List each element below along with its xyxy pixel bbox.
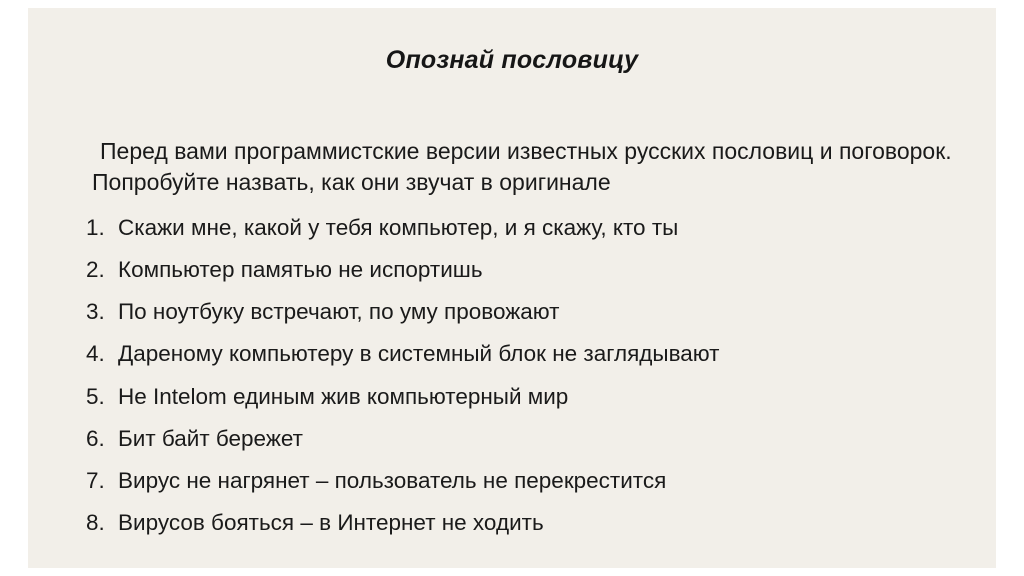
list-item-text: Компьютер памятью не испортишь: [118, 256, 483, 282]
list-item-text: По ноутбуку встречают, по уму провожают: [118, 299, 560, 325]
list-item-number: 6.: [86, 425, 105, 451]
list-item: [58, 255, 958, 284]
list-item: [58, 466, 958, 495]
intro-paragraph: Перед вами программистские версии известных русских пословиц и поговорок. Попробуйте назвать, как они звучат в оригинале: [92, 138, 952, 196]
list-item: [58, 339, 958, 368]
list-item: [58, 508, 958, 537]
list-item-number: 7.: [86, 468, 105, 494]
list-item-number: 1.: [86, 214, 105, 240]
list-item-text: Бит байт бережет: [118, 425, 303, 451]
list-item-number: 4.: [86, 341, 105, 367]
list-item-number: 5.: [86, 383, 105, 409]
slide-canvas: [28, 8, 996, 568]
list-item-number: 8.: [86, 510, 105, 536]
list-item-number: 2.: [86, 256, 105, 282]
list-item: [58, 424, 958, 453]
list-item-text: Вирус не нагрянет – пользователь не перекрестится: [118, 468, 667, 494]
list-item-text: Не Intelom единым жив компьютерный мир: [118, 383, 569, 409]
list-item-text: Дареному компьютеру в системный блок не заглядывают: [118, 341, 720, 367]
proverb-list: [58, 213, 958, 538]
list-item: [58, 382, 958, 411]
list-item: [58, 297, 958, 326]
list-item: [58, 213, 958, 242]
list-item-number: 3.: [86, 299, 105, 325]
slide-body: [58, 136, 958, 551]
page-title: Опознай пословицу: [385, 46, 639, 74]
list-item-text: Вирусов бояться – в Интернет не ходить: [118, 510, 544, 536]
list-item-text: Скажи мне, какой у тебя компьютер, и я скажу, кто ты: [118, 214, 679, 240]
